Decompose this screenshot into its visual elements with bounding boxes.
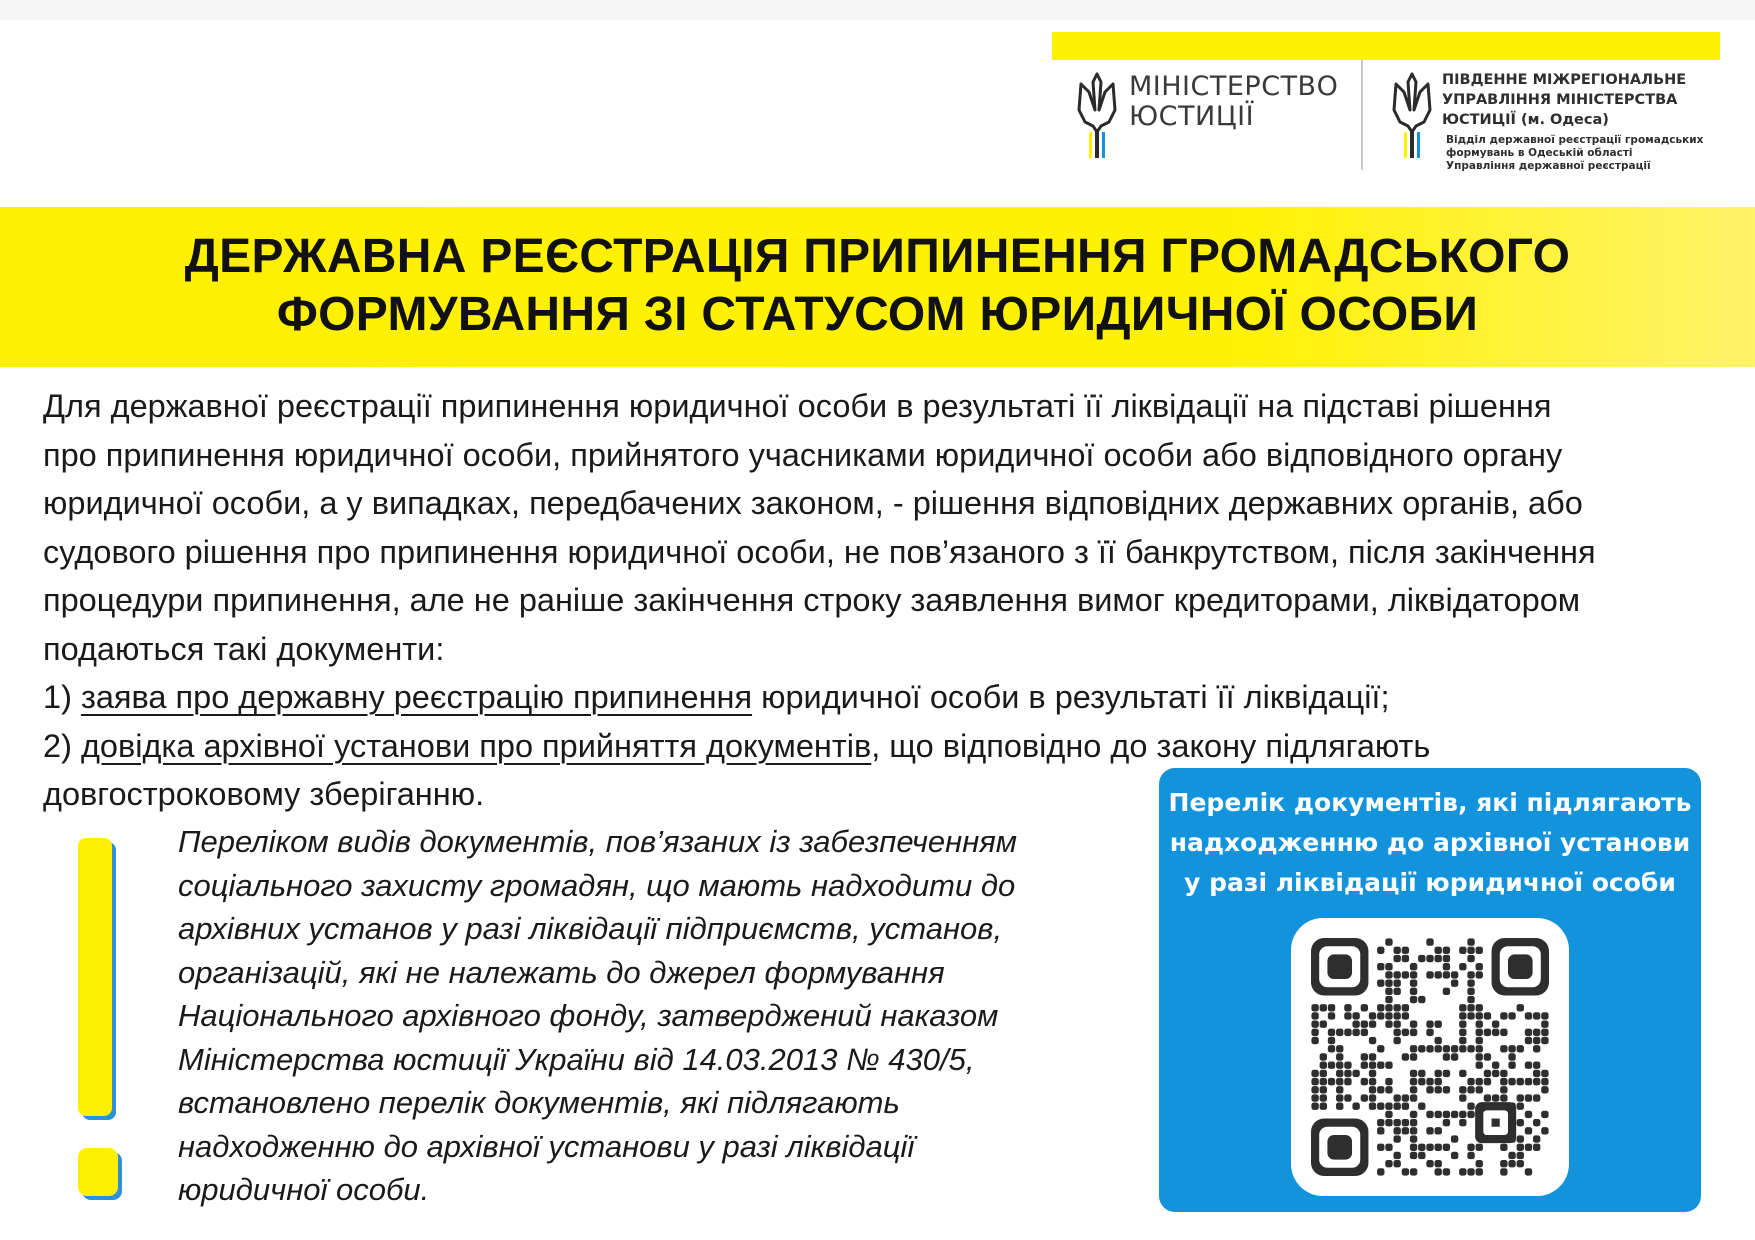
page-title-line2: ФОРМУВАННЯ ЗІ СТАТУСОМ ЮРИДИЧНОЇ ОСОБИ [276,288,1479,341]
note-line: юридичної особи. [178,1172,430,1207]
note-line: архівних установ у разі ліквідації підприємств, установ, [178,911,1003,946]
qr-title-line: надходженню до архівної установи [1169,828,1691,857]
qr-card-title [1159,783,1701,903]
paragraph-line: судового рішення про припинення юридичної особи, не пов’язаного з її банкрутством, після закінчення [43,533,1596,570]
page-title-line1: ДЕРЖАВНА РЕЄСТРАЦІЯ ПРИПИНЕННЯ ГРОМАДСЬКОГО [184,230,1571,283]
item-text: юридичної особи в результаті її ліквідації; [752,679,1390,715]
regional-office-name-line: УПРАВЛІННЯ МІНІСТЕРСТВА [1442,92,1678,108]
exclamation-dot-icon [78,1148,118,1196]
ministry-logo [1075,70,1338,160]
trident-icon [1390,70,1434,158]
page-title [0,228,1755,344]
regional-office-name [1442,70,1703,130]
application-form-link[interactable]: заява про державну реєстрацію припинення [80,679,753,715]
department-line: Управління державної реєстрації [1446,160,1651,172]
department-line: Відділ державної реєстрації громадських [1446,134,1704,146]
item-text: , що відповідно до закону підлягають [871,727,1431,764]
department-line: формувань в Одеській області [1446,147,1633,159]
note-line: соціального захисту громадян, що мають надходити до [178,867,1016,903]
regional-office-department [1446,134,1703,173]
qr-code-icon[interactable] [1311,938,1549,1176]
paragraph-line: подаються такі документи: [43,630,445,667]
note-line: встановлено перелік документів, які підлягають [178,1085,900,1120]
regional-office-name-line: ЮСТИЦІЇ (м. Одеса) [1442,112,1609,128]
top-strip [0,0,1755,20]
item-number: 2) [43,727,81,764]
note-line: Переліком видів документів, пов’язаних із забезпеченням [178,824,1018,859]
note-line: Національного архівного фонду, затверджений наказом [178,998,999,1033]
paragraph-line: процедури припинення, але не раніше закінчення строку заявлення вимог кредиторами, ліквідатором [43,582,1581,618]
note-line: Міністерства юстиції України від 14.03.2013 № 430/5, [178,1041,975,1077]
document-item-2 [43,722,1733,771]
ministry-logo-line1: МІНІСТЕРСТВО [1129,71,1339,102]
item-text-continuation: довгостроковому зберіганню. [43,776,485,812]
note-line: надходженню до архівної установи у разі ліквідації [178,1128,915,1164]
logo-yellow-bar [1052,32,1720,60]
paragraph-line: Для державної реєстрації припинення юридичної особи в результаті її ліквідації на підставі рішення [43,388,1552,424]
regional-office-name-line: ПІВДЕННЕ МІЖРЕГІОНАЛЬНЕ [1442,72,1687,88]
qr-title-line: Перелік документів, які підлягають [1168,788,1692,817]
trident-icon [1075,70,1119,158]
regional-office-logo [1390,70,1703,173]
logo-divider [1361,60,1363,170]
document-item-1 [43,673,1733,722]
exclamation-icon [78,838,112,1116]
ministry-logo-text [1129,72,1338,132]
item-number: 1) [43,679,81,715]
note-line: організацій, які не належать до джерел формування [178,954,945,990]
important-note [178,820,1138,1212]
main-paragraph [43,382,1733,819]
paragraph-line: юридичної особи, а у випадках, передбачених законом, - рішення відповідних державних органів, або [43,485,1583,521]
ministry-logo-line2: ЮСТИЦІЇ [1129,101,1255,132]
archive-certificate-link[interactable]: довідка архівної установи про прийняття документів [80,727,872,764]
paragraph-line: про припинення юридичної особи, прийнятого учасниками юридичної особи або відповідного органу [43,436,1563,473]
qr-title-line: у разі ліквідації юридичної особи [1184,868,1676,897]
